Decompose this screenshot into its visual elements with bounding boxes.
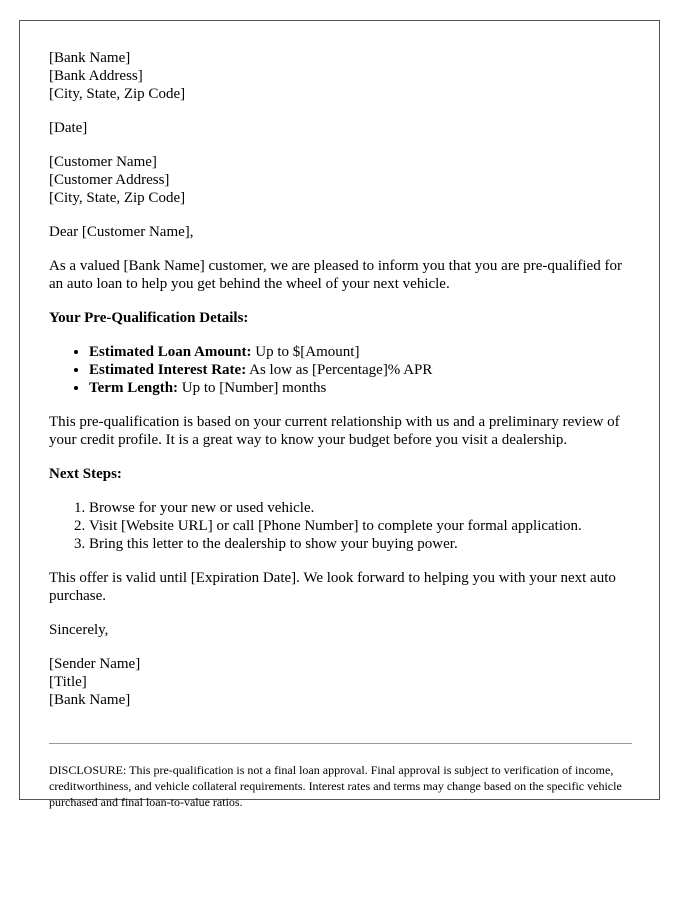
closing bbox=[49, 621, 639, 639]
letter-body bbox=[49, 49, 639, 725]
intro-paragraph bbox=[49, 257, 639, 293]
intro-paragraph-text: As a valued [Bank Name] customer, we are pleased to inform you that you are pre-qualified for an auto loan to help you get behind the wheel of your next vehicle. bbox=[49, 258, 622, 292]
recipient-address-block bbox=[49, 153, 639, 207]
details-item-label: Estimated Loan Amount: bbox=[89, 344, 252, 360]
letter-date: [Date] bbox=[49, 120, 88, 136]
next-step-item: 2. Visit [Website URL] or call [Phone Number] to complete your formal application. bbox=[89, 517, 639, 535]
details-item-interest-rate bbox=[89, 361, 639, 379]
recipient-name: [Customer Name] bbox=[49, 154, 157, 170]
disclosure-text: DISCLOSURE: This pre-qualification is not a final loan approval. Final approval is subject to verification of income, creditworthiness, and vehicle collateral requirements. Interest rates and terms may change based on the specific vehicle purchased and final loan-to-value ratios. bbox=[49, 763, 622, 809]
sender-bank-address: [Bank Address] bbox=[49, 68, 143, 84]
details-list bbox=[49, 343, 639, 397]
disclosure-divider bbox=[49, 743, 632, 744]
next-step-item: 3. Bring this letter to the dealership to show your buying power. bbox=[89, 535, 639, 553]
details-item-value: As low as [Percentage]% APR bbox=[246, 362, 433, 378]
details-item-term-length bbox=[89, 379, 639, 397]
letter-page bbox=[19, 20, 660, 809]
recipient-address: [Customer Address] bbox=[49, 172, 170, 188]
signature-bank-name: [Bank Name] bbox=[49, 692, 131, 708]
signature-block bbox=[49, 655, 639, 709]
sender-address-block bbox=[49, 49, 639, 103]
details-heading: Your Pre-Qualification Details: bbox=[49, 310, 249, 326]
recipient-city-state-zip: [City, State, Zip Code] bbox=[49, 190, 186, 206]
next-steps-list bbox=[49, 499, 639, 553]
salutation bbox=[49, 223, 639, 241]
details-item-value: Up to [Number] months bbox=[178, 380, 327, 396]
validity-paragraph-text: This offer is valid until [Expiration Date]. We look forward to helping you with your next auto purchase. bbox=[49, 570, 616, 604]
date-block bbox=[49, 119, 639, 137]
details-item-loan-amount bbox=[89, 343, 639, 361]
salutation-text: Dear [Customer Name], bbox=[49, 224, 194, 240]
sender-bank-name: [Bank Name] bbox=[49, 50, 131, 66]
details-item-label: Estimated Interest Rate: bbox=[89, 362, 247, 378]
details-item-label: Term Length: bbox=[89, 380, 179, 396]
basis-paragraph-text: This pre-qualification is based on your current relationship with us and a preliminary review of your credit profile. It is a great way to know your budget before you visit a dealership. bbox=[49, 414, 620, 448]
validity-paragraph bbox=[49, 569, 639, 605]
next-step-item: 1. Browse for your new or used vehicle. bbox=[89, 499, 639, 517]
sender-city-state-zip: [City, State, Zip Code] bbox=[49, 86, 186, 102]
next-steps-heading: Next Steps: bbox=[49, 466, 122, 482]
signature-title: [Title] bbox=[49, 674, 87, 690]
closing-text: Sincerely, bbox=[49, 622, 109, 638]
details-item-value: Up to $[Amount] bbox=[251, 344, 360, 360]
signature-sender-name: [Sender Name] bbox=[49, 656, 141, 672]
basis-paragraph bbox=[49, 413, 639, 449]
